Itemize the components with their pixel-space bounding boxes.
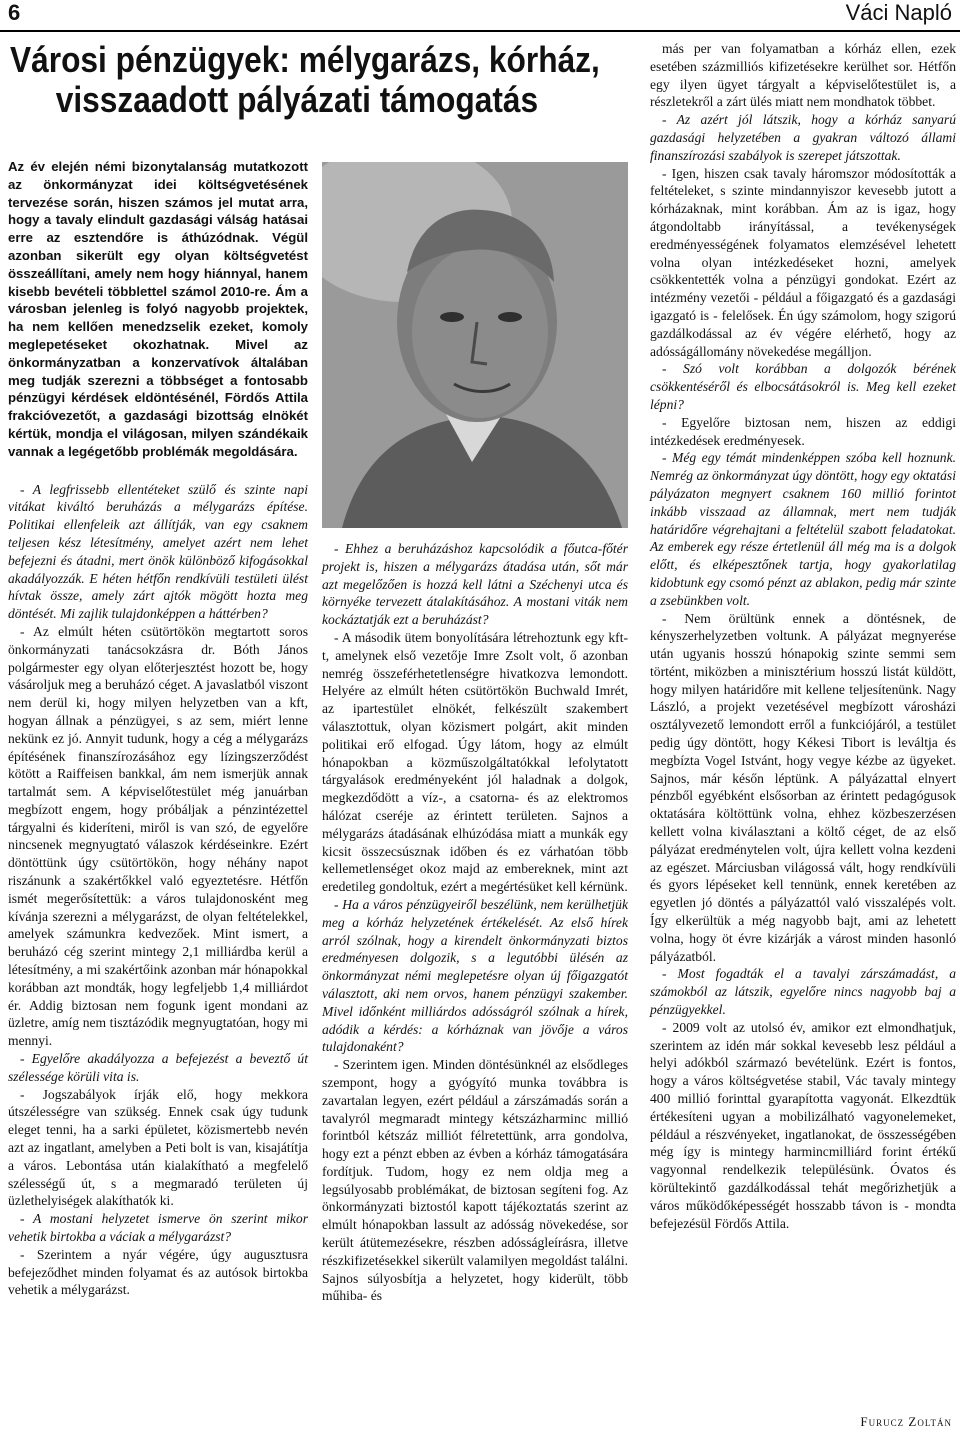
- answer-paragraph: - 2009 volt az utolsó év, amikor ezt elmondhatjuk, szerintem az idén már sokkal kevesebb lesz például a helyi adókból származó bevételünk. Ezért is fontos, hogy a város költségvetése stabil, Vác tavaly mintegy 400 millió forinttal gyarapította vagyonát. Elkezdtük értékesíteni ugyan a mobilizálható vagyonelemeket, például a részvényeket, ingatlanokat, de összességében még így is mintegy harmincmilliárd forint értékű vagyonnal rendelkezik településünk. Óvatos és körültekintő gazdálkodással tehát megőrizhetjük a város működőképességét hosszabb távon is - mondta befejezésül Fördős Attila.: [650, 1019, 956, 1231]
- question-paragraph: - Egyelőre akadályozza a befejezést a beveztő út szélessége körüli vita is.: [8, 1051, 308, 1084]
- column-2: [322, 540, 628, 1305]
- answer-paragraph: - Nem örültünk ennek a döntésnek, de kényszerhelyzetben voltunk. A pályázat megnyerése után ugyanis hosszú hónapokig szinte semmi sem történt, miközben a minisztérium hosszú listát küldött, hogy milyen határidőre mit kellene teljesítenünk. Nagy László, a projekt vezetésével megbízott városházi osztályvezető lemondott erről a funkciójáról, a testület pedig úgy döntött, hogy Kékesi Tibort is leváltja és megbízta Vogel Istvánt, hogy vegye kézbe az ügyeket. Sajnos, már későn léptünk. A pályázattal elnyert pénzből egyébként elsősorban az érintett pedagógusok oktatására költöttünk volna, ehhez közbeszerzésen kellett volna kiválasztani a költő céget, de az első pályázat eredménytelen volt, újra kellett volna kezdeni az egészet. Márciusban világossá vált, hogy rendkívüli és gyors lépéseket kell tennünk, ennek keretében az egyetlen jó döntés a pályázattól való visszalépés volt. Így elkerültük a még nagyobb bajt, ami az lehetett volna, hogy öt évre kizárják a várost minden hasonló pályázatból.: [650, 610, 956, 964]
- page-header: [0, 0, 960, 32]
- title-line-1: Városi pénzügyek: mélygarázs, kórház,: [10, 39, 600, 80]
- question-paragraph: - Ha a város pénzügyeiről beszélünk, nem kerülhetjük meg a kórház helyzetének értékelését. Az első hírek arról szólnak, hogy a kirendelt önkormányzati biztos eredményesen dolgozik, s a legutóbbi ülésén az önkormányzat némi meglepetésre olyan új főigazgatót választott, aki nem orvos, hanem pénzügyi szakember. Mivel időnként milliárdos adósságról szólnak a hírek, adódik a kérdés: a kórháznak van jövője a város tulajdonaként?: [322, 896, 628, 1055]
- answer-paragraph: - Igen, hiszen csak tavaly háromszor módosították a feltételeket, s szinte mindannyiszor kevesebb jutott a kórházaknak, mint korábban. Ám az is igaz, hogy átgondoltabb irányítással, a tevékenységek eredményességének folyamatos elemzésével lehetett volna olyan intézkedéseket hozni, amelyek csökkentették volna a pénzügyi gondokat. Ezért az intézmény vezetői - például a főigazgató és a gazdasági igazgató is - felelősek. Én úgy számolom, hogy szigorú gazdálkodással az év végére elérhető, hogy az adósságállomány növekedése megálljon.: [650, 165, 956, 359]
- author-byline: Furucz Zoltán: [860, 1414, 952, 1429]
- column-3: [650, 40, 956, 1232]
- answer-paragraph: - Az elmúlt héten csütörtökön megtartott soros önkormányzati tanácsokzásra dr. Bóth János polgármester egy olyan előterjesztést hozott be, hogy vásároljuk meg a beruházó céget. A javaslatból viszont nem derül ki, hogy milyen helyzetben van a kft, hogyan állnak a pénzügyei, s az sem, miért lenne nekünk ez jó. Annyit tudunk, hogy a cég a mélygarázs építésének finanszírozásához egy lízingszerződést kötött a Raiffeisen bankkal, ám nem ismerjük annak tartalmát sem. A képviselőtestület még januárban megbízott engem, hogy próbáljak a pénzintézettel tárgyalni és kideríteni, miről is van szó, de egyelőre nincsenek megnyugtató válaszok kérdéseinkre. Ezért döntöttünk úgy csütörtökön, hogy néhány napot riszánunk a szakértőkkel való egyeztetésre. Hétfőn ismét megerősítettük: a város tulajdonosként meg kívánja szerezni a mélygarázst, de olyan feltételekkel, amelyek számunkra kedvezőek. Mint ismert, a beruházó cég szerint mintegy 2,1 milliárdba kerül a létesítmény, a mi szakértőink azonban már hónapokkal korábban azt mondták, hogy legfeljebb 1,4 milliárdot ér. Addig biztosan nem fogunk igent mondani az üzletre, amíg nem tisztázódik megnyugtatóan, hogy mi mennyi.: [8, 623, 308, 1049]
- portrait-illustration: [322, 162, 628, 528]
- question-paragraph: - Az azért jól látszik, hogy a kórház sanyarú gazdasági helyzetében a gyakran változó állami finanszírozási szabályok is szerepet játszottak.: [650, 112, 956, 163]
- answer-paragraph: - Egyelőre biztosan nem, hiszen az eddigi intézkedések eredményesek.: [650, 414, 956, 448]
- article-title: [10, 39, 600, 120]
- column-1: [8, 158, 308, 1299]
- answer-paragraph: más per van folyamatban a kórház ellen, ezek esetében százmilliós kifizetésekre kerülhet sor. Hétfőn egy ilyen ügyet tárgyalt a képviselőtestület is, a részletekről a zárt ülés miatt nem mondhatok többet.: [650, 41, 956, 110]
- question-paragraph: - Még egy témát mindenképpen szóba kell hoznunk. Nemrég az önkormányzat úgy döntött, hogy egy oktatási pályázaton megnyert csaknem 160 millió forintot inkább visszaad az államnak, mert nem tudják határidőre végrehajtani a feltételül szabott feladatokat. Az emberek egy része értetlenül áll még ma is a dolgok előtt, és elképesztőnek tartja, hogy gyakorlatilag kidobtunk egy csomó pénzt az ablakon, pedig már szinte a zsebünkben volt.: [650, 450, 956, 608]
- question-paragraph: - Szó volt korábban a dolgozók bérének csökkentéséről és elbocsátásokról is. Meg kell ezeket lépni?: [650, 361, 956, 412]
- page-number: 6: [8, 0, 21, 25]
- answer-paragraph: - Szerintem a nyár végére, úgy augusztusra befejeződhet minden folyamat és az autósok birtokba vehetik a mélygarázst.: [8, 1246, 308, 1298]
- question-paragraph: - A legfrissebb ellentéteket szülő és szinte napi vitákat kiváltó beruházás a mélygarázs építése. Politikai ellenfeleik azt állítják, van egy csaknem teljesen kész létesítmény, amelyet azért nem lehet befejezni és átadni, mert önök különböző kifogásokkal akadályozzák. E héten hétfőn rendkívüli testületi ülést hívtak össze, amely zárt ajtók mögött hozta meg döntését. Mi zajlik tulajdonképpen a háttérben?: [8, 481, 308, 622]
- article-lead: Az év elején némi bizonytalanság mutatkozott az önkormányzat idei költségvetésének tervezése során, hiszen számos jel mutat arra, hogy a tavaly elindult gazdasági válság hatásai erre az esztendőre is áthúzódnak. Végül azonban sikerült egy olyan költségvetést összeállítani, amely nem hogy hiánnyal, hanem kisebb bevételi többlettel számol 2010-re. Ám a városban jelenleg is folyó nagyobb projektek, ha nem kellően menedzselik ezeket, komoly meglepetéseket okozhatnak. Mivel az önkormányzatban a konzervatívok általában meg tudják szerezni a többséget a fontosabb pénzügyi kérdések eldöntésénél, Fördős Attila frakcióvezetőt, a gazdasági bizottság elnökét kértük, mondja el világosan, milyen szándékaik vannak a legégetőbb problémák megoldására.: [8, 159, 308, 459]
- answer-paragraph: - Jogszabályok írják elő, hogy mekkora útszélességre van szükség. Ennek csak úgy tudunk eleget tenni, ha a sarki épületet, közismertebb nevén azt az ingatlant, amelyben a Peti bolt is van, kisajátítja a város. Lebontása után kialakítható a megfelelő szélességű út, s a megmaradó területen új üzlethelyiségek alakíthatók ki.: [8, 1086, 308, 1209]
- publication-name: Váci Napló: [845, 0, 952, 25]
- question-paragraph: - Most fogadták el a tavalyi zárszámadást, a számokból az látszik, egyelőre nincs nagyobb baj a pénzügyekkel.: [650, 966, 956, 1018]
- question-paragraph: - A mostani helyzetet ismerve ön szerint mikor vehetik birtokba a váciak a mélygarázst?: [8, 1211, 308, 1245]
- answer-paragraph: - A második ütem bonyolítására létrehoztunk egy kft-t, amelynek első vezetője Imre Zsolt volt, ő azonban nemrég összeférhetetlenségre hivatkozva lemondott. Helyére az elmúlt héten csütörtökön Buchwald Imrét, az ipartestület elnökét, felkészült szakembert választottuk, olyan közismert polgárt, akit minden politikai erő elfogad. Úgy látom, hogy az elmúlt hónapokban a közműszolgáltatókkal lefolytatott tárgyalások eredményeként jól haladnak a dolgok, megkezdődött a víz-, a csatorna- és az elektromos hálózat cseréje az érintett területen. Sajnos a mélygarázs átadásának elhúzódása miatt a munkák egy kicsit összecsúsznak időben és ez várhatóan több kellemetlenséget okoz majd az embereknek, mint azt eredetileg gondoltuk, ezért a megértésüket kell kérnünk.: [322, 629, 628, 895]
- portrait-photo: [322, 162, 628, 528]
- answer-paragraph: - Szerintem igen. Minden döntésünknél az elsődleges szempont, hogy a gyógyító munka továbbra is zavartalan legyen, ezért például a zárszámadás során a tavalyról megmaradt mintegy kétszázharminc millió forintból kétszáz milliót félretettünk, arra gondolva, hogy ezt a pénzt ebben az évben a kórház támogatására fordítjuk. Tudom, hogy ez nem oldja meg a legsúlyosabb problémákat, de biztosan segíteni fog. Az önkormányzati biztostól kapott tájékoztatás szerint az elmúlt hónapokban lassult az adósság növekedése, sor került átütemezésekre, részben adósságleírásra, illetve részkifizetésekkel sikerült valamilyen megoldást találni. Sajnos súlyosbítja a helyzetet, hogy kiderült, több műhiba- és: [322, 1057, 628, 1304]
- question-paragraph: - Ehhez a beruházáshoz kapcsolódik a főutca-főtér projekt is, hiszen a mélygarázs átadása után, sőt már azt megelőzően is hozzá kell látni a Széchenyi utca és környéke tervezett átalakításához. A mostani viták nem kockáztatják ezt a beruházást?: [322, 541, 628, 628]
- title-line-2: visszaadott pályázati támogatás: [55, 79, 539, 120]
- column-1-body: [8, 481, 308, 1300]
